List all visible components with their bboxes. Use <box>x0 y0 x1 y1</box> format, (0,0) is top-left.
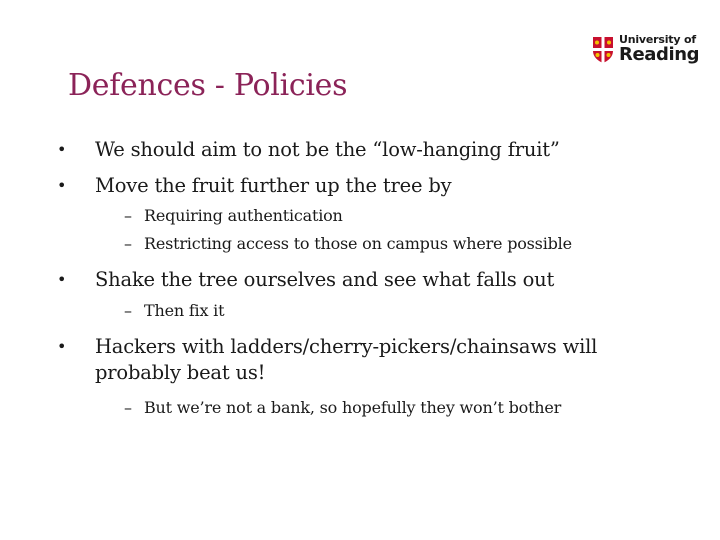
bullet-text: Shake the tree ourselves and see what falls out <box>95 268 555 291</box>
bullet-item <box>57 267 657 293</box>
sub-bullet-item <box>124 234 644 254</box>
bullet-item <box>57 334 617 386</box>
bullet-text: Hackers with ladders/cherry-pickers/chainsaws will probably beat us! <box>95 335 598 384</box>
bullet-marker: • <box>57 140 67 159</box>
bullet-marker: • <box>57 176 67 195</box>
logo-wordmark <box>619 34 699 64</box>
bullet-marker: • <box>57 337 67 356</box>
bullet-item <box>57 137 657 163</box>
slide-title: Defences - Policies <box>68 68 348 103</box>
logo-line-reading: Reading <box>619 44 700 65</box>
sub-bullet-text: Restricting access to those on campus where possible <box>144 234 572 253</box>
bullet-marker: • <box>57 270 67 289</box>
bullet-text: We should aim to not be the “low-hanging fruit” <box>95 138 560 161</box>
sub-bullet-marker: – <box>124 206 132 225</box>
sub-bullet-text: Requiring authentication <box>144 206 343 225</box>
crest-icon <box>592 36 614 64</box>
bullet-text: Move the fruit further up the tree by <box>95 174 452 197</box>
sub-bullet-marker: – <box>124 234 132 253</box>
sub-bullet-marker: – <box>124 301 132 320</box>
university-logo <box>592 33 700 68</box>
sub-bullet-text: Then fix it <box>144 301 225 320</box>
sub-bullet-marker: – <box>124 398 132 417</box>
sub-bullet-text: But we’re not a bank, so hopefully they won’t bother <box>144 398 562 417</box>
sub-bullet-item <box>124 301 644 321</box>
sub-bullet-item <box>124 206 644 226</box>
bullet-item <box>57 173 657 199</box>
logo-line-university: University of <box>619 33 696 46</box>
sub-bullet-item <box>124 398 644 418</box>
